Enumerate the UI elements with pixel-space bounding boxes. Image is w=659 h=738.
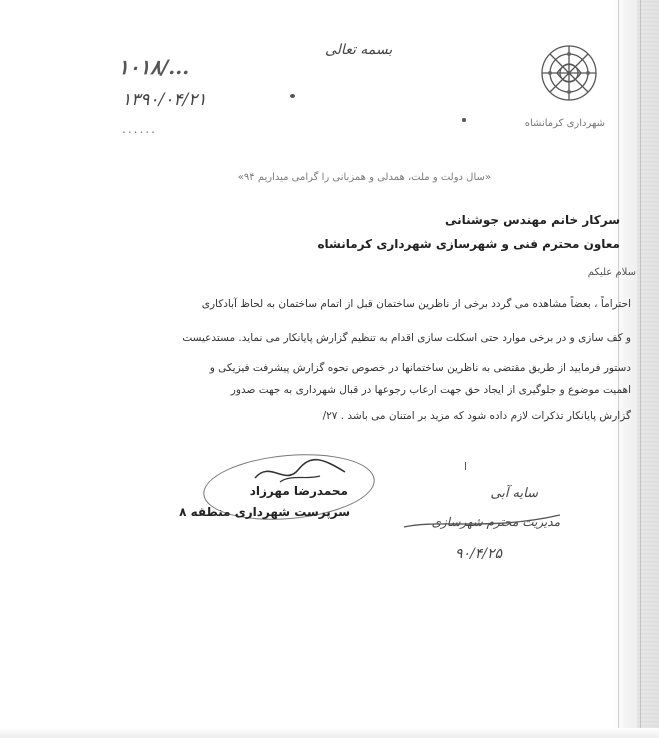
municipality-emblem-icon [538,42,600,104]
scan-edge-line [640,0,641,738]
signatory-name: محمدرضا مهرزاد [249,484,348,498]
besmellah-heading: بسمه تعالی [325,42,393,58]
scan-bottom-edge [0,728,659,738]
letter-number-value: ۱۰۱۸/... [118,55,190,79]
logo-caption: شهرداری کرمانشاه [524,118,605,129]
letter-attachment-value: ...... [122,122,157,136]
signatory-title: سرپرست شهرداری منطقه ۸ [179,505,350,519]
signature-scribble [250,452,350,488]
greeting-line: سلام علیکم [587,267,636,278]
handwritten-underline [400,505,570,533]
recipient-name: سرکار خانم مهندس جوشنانی [444,213,620,227]
year-slogan: «سال دولت و ملت، همدلی و همزبانی را گرامی میداریم ۹۴» [237,172,491,183]
letter-date-value: ۱۳۹۰/۰۴/۲۱ [122,90,207,110]
scan-dot [290,94,295,98]
scan-mark [465,462,466,470]
recipient-position: معاون محترم فنی و شهرسازی شهرداری کرمانشاه [317,237,620,251]
body-line: اهمیت موضوع و جلوگیری از ایجاد حق جهت ارعاب رجوعها در قبال شهرداری به جهت صدور [230,384,631,396]
handwritten-referral-1: سایه آبی [490,486,538,501]
body-line: احتراماً ، بعضاً مشاهده می گردد برخی از ناظرین ساختمان قبل از اتمام ساختمان به لحاظ آبادکاری [201,298,631,310]
scan-dot [462,118,466,122]
body-line: و کف سازی و در برخی موارد حتی اسکلت سازی اقدام به تنظیم گزارش پایانکار می نماید. مستدعیست [182,332,631,344]
handwritten-referral-date: ۹۰/۴/۲۵ [455,546,503,562]
handwritten-referral-2: مدیریت محترم شهرسازی [431,515,560,529]
body-line: دستور فرمایید از طریق مقتضی به ناظرین ساختمانها در خصوص نحوه گزارش پیشرفت فیزیکی و [209,362,631,374]
body-line: گزارش پایانکار تذکرات لازم داده شود که مزید بر امتنان می باشد . ۲۷/ [322,410,631,422]
